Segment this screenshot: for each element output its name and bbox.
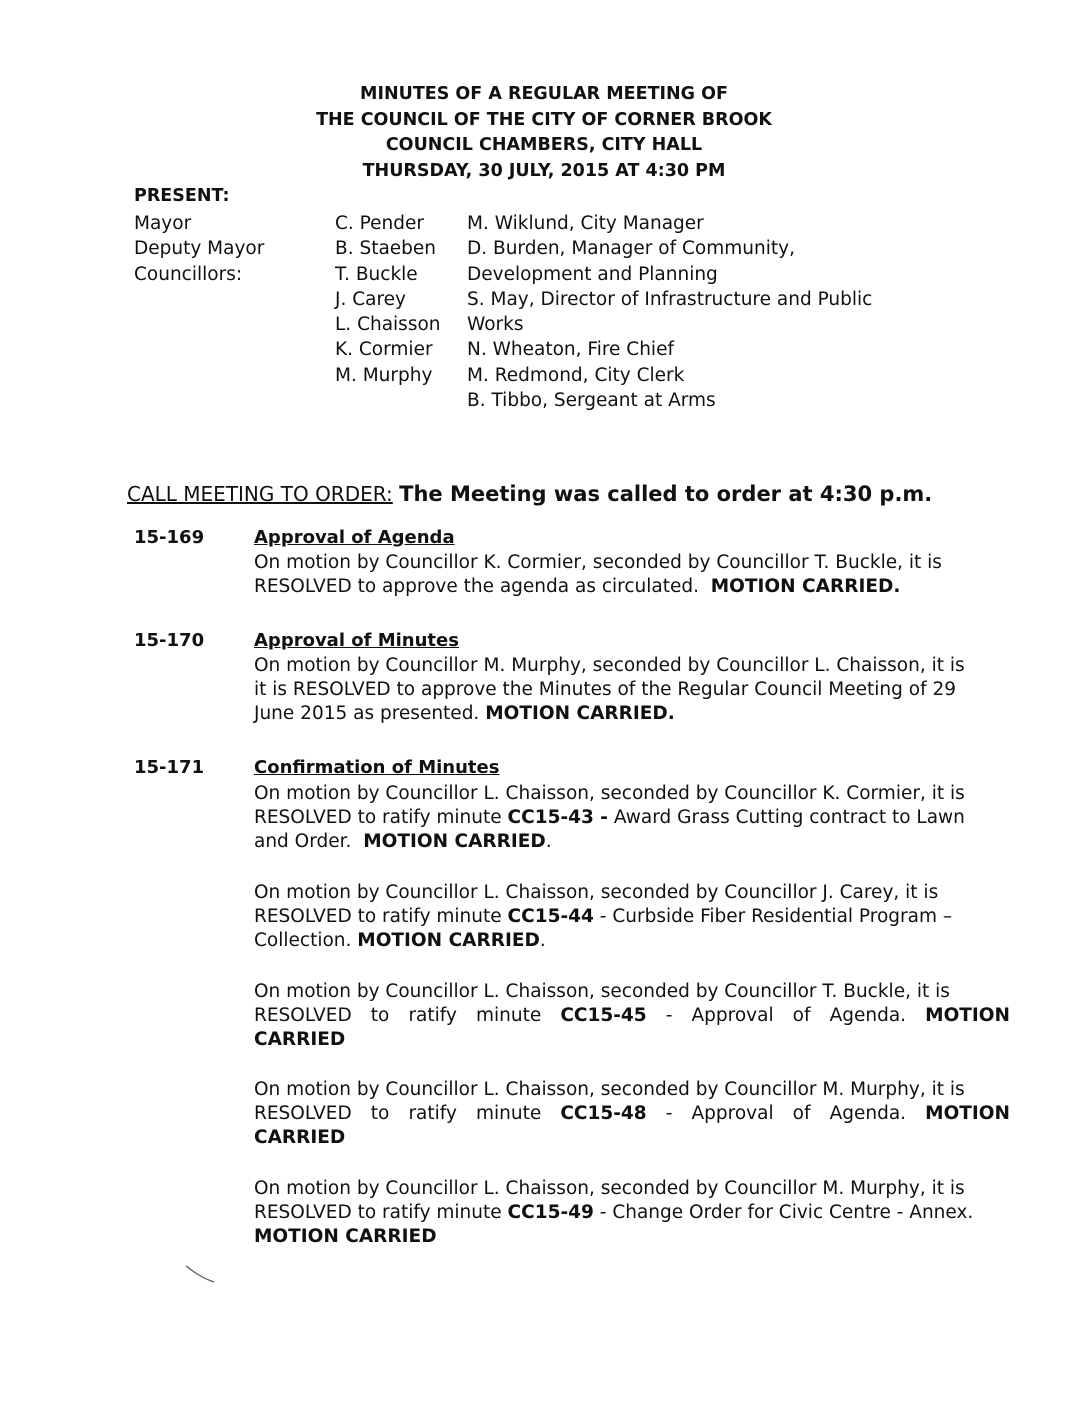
motion-text: - Approval of Agenda. <box>665 1103 907 1124</box>
motion-line: On motion by Councillor M. Murphy, seconded by Councillor L. Chaisson, it is <box>254 655 965 676</box>
motion-line <box>254 1102 1010 1126</box>
pen-mark <box>184 1262 218 1286</box>
motion-line <box>254 1004 1010 1028</box>
motion-line: On motion by Councillor K. Cormier, seconded by Councillor T. Buckle, it is <box>254 552 942 573</box>
item-number: 15-169 <box>134 527 205 548</box>
motion-paragraph <box>254 654 1010 726</box>
motion-text: RESOLVED to ratify minute <box>254 906 502 927</box>
motion-line <box>254 905 1010 929</box>
minute-ref: CC15-44 <box>507 906 594 927</box>
document-title <box>0 82 1088 184</box>
motion-line: On motion by Councillor L. Chaisson, seconded by Councillor K. Cormier, it is <box>254 783 965 804</box>
motion-text: . <box>539 930 546 951</box>
role: Mayor <box>134 213 192 234</box>
motion-text: . <box>545 831 552 852</box>
motion-carried: MOTION CARRIED <box>363 831 546 852</box>
attendee-name: C. Pender <box>335 213 425 234</box>
present-label: PRESENT: <box>134 186 230 206</box>
motion-text: RESOLVED to ratify minute <box>254 807 502 828</box>
motion-line <box>254 702 1010 726</box>
item-number: 15-170 <box>134 630 205 651</box>
staff-line: Works <box>467 314 524 336</box>
motion-carried: MOTION CARRIED. <box>710 576 901 597</box>
motion-line: On motion by Councillor L. Chaisson, seconded by Councillor M. Murphy, it is <box>254 1079 965 1100</box>
staff-line: N. Wheaton, Fire Chief <box>467 339 674 361</box>
motion-text: - Change Order for Civic Centre - Annex. <box>599 1202 974 1223</box>
motion-text: and Order. <box>254 831 352 852</box>
motion-text: Collection. <box>254 930 352 951</box>
minute-ref: CC15-43 - <box>507 807 608 828</box>
minute-ref: CC15-49 <box>507 1202 594 1223</box>
motion-line: it is RESOLVED to approve the Minutes of the Regular Council Meeting of 29 <box>254 679 957 700</box>
motion-carried: MOTION <box>925 1005 1011 1026</box>
title-line: THURSDAY, 30 JULY, 2015 AT 4:30 PM <box>362 160 726 181</box>
item-number: 15-171 <box>134 757 205 778</box>
motion-line <box>254 830 1010 854</box>
attendee-name: B. Staeben <box>335 238 437 260</box>
title-line: COUNCIL CHAMBERS, CITY HALL <box>385 135 703 155</box>
title-line: MINUTES OF A REGULAR MEETING OF <box>360 84 728 104</box>
staff-line: M. Redmond, City Clerk <box>467 364 685 386</box>
staff-line: M. Wiklund, City Manager <box>467 213 704 234</box>
motion-line <box>254 1201 1010 1225</box>
staff-line: B. Tibbo, Sergeant at Arms <box>467 390 716 412</box>
call-to-order-label: CALL MEETING TO ORDER: <box>127 482 393 506</box>
motion-text: RESOLVED to ratify minute <box>254 1202 502 1223</box>
motion-text: RESOLVED to ratify minute <box>254 1103 542 1124</box>
motion-line: On motion by Councillor L. Chaisson, seconded by Councillor T. Buckle, it is <box>254 981 950 1002</box>
motion-carried: MOTION CARRIED <box>254 1226 437 1247</box>
motion-paragraph <box>254 551 1010 599</box>
motion-paragraph <box>254 1177 1010 1249</box>
motion-text: RESOLVED to approve the agenda as circulated. <box>254 576 699 597</box>
motion-carried: MOTION <box>925 1103 1011 1124</box>
item-heading: Approval of Agenda <box>254 527 455 548</box>
motion-carried: CARRIED <box>254 1127 346 1148</box>
attendee-name: M. Murphy <box>335 364 433 386</box>
minute-ref: CC15-48 <box>560 1103 647 1124</box>
motion-text: - Approval of Agenda. <box>665 1005 907 1026</box>
motion-line <box>254 575 1010 599</box>
staff-line: S. May, Director of Infrastructure and Public <box>467 288 873 310</box>
motion-paragraph <box>254 980 1010 1052</box>
motion-carried: MOTION CARRIED. <box>485 703 675 724</box>
call-to-order-text: The Meeting was called to order at 4:30 p.m. <box>399 482 933 506</box>
motion-line <box>254 929 1010 953</box>
attendee-name: J. Carey <box>335 288 407 310</box>
attendee-name: L. Chaisson <box>335 314 441 336</box>
motion-line <box>254 806 1010 830</box>
attendee-name: T. Buckle <box>335 263 418 285</box>
item-heading: Approval of Minutes <box>254 630 459 651</box>
motion-paragraph <box>254 782 1010 854</box>
motion-carried: MOTION CARRIED <box>357 930 540 951</box>
minute-ref: CC15-45 <box>560 1005 647 1026</box>
motion-carried: CARRIED <box>254 1029 346 1050</box>
role: Deputy Mayor <box>134 238 265 260</box>
staff-line: D. Burden, Manager of Community, <box>467 238 795 260</box>
present-names <box>335 211 441 388</box>
motion-text: - Curbside Fiber Residential Program – <box>599 906 953 927</box>
title-line: THE COUNCIL OF THE CITY OF CORNER BROOK <box>316 109 772 130</box>
motion-text: June 2015 as presented. <box>254 703 480 724</box>
item-heading: Confirmation of Minutes <box>254 757 500 778</box>
motion-line: On motion by Councillor L. Chaisson, seconded by Councillor M. Murphy, it is <box>254 1178 965 1199</box>
motion-text: Award Grass Cutting contract to Lawn <box>613 807 965 828</box>
motion-line: On motion by Councillor L. Chaisson, seconded by Councillor J. Carey, it is <box>254 882 939 903</box>
staff-line: Development and Planning <box>467 263 718 285</box>
attendee-name: K. Cormier <box>335 339 433 361</box>
present-roles <box>134 211 264 287</box>
call-to-order <box>127 482 932 506</box>
motion-paragraph <box>254 1078 1010 1150</box>
role: Councillors: <box>134 263 243 285</box>
motion-text: RESOLVED to ratify minute <box>254 1005 542 1026</box>
present-staff <box>467 211 872 413</box>
motion-paragraph <box>254 881 1010 953</box>
